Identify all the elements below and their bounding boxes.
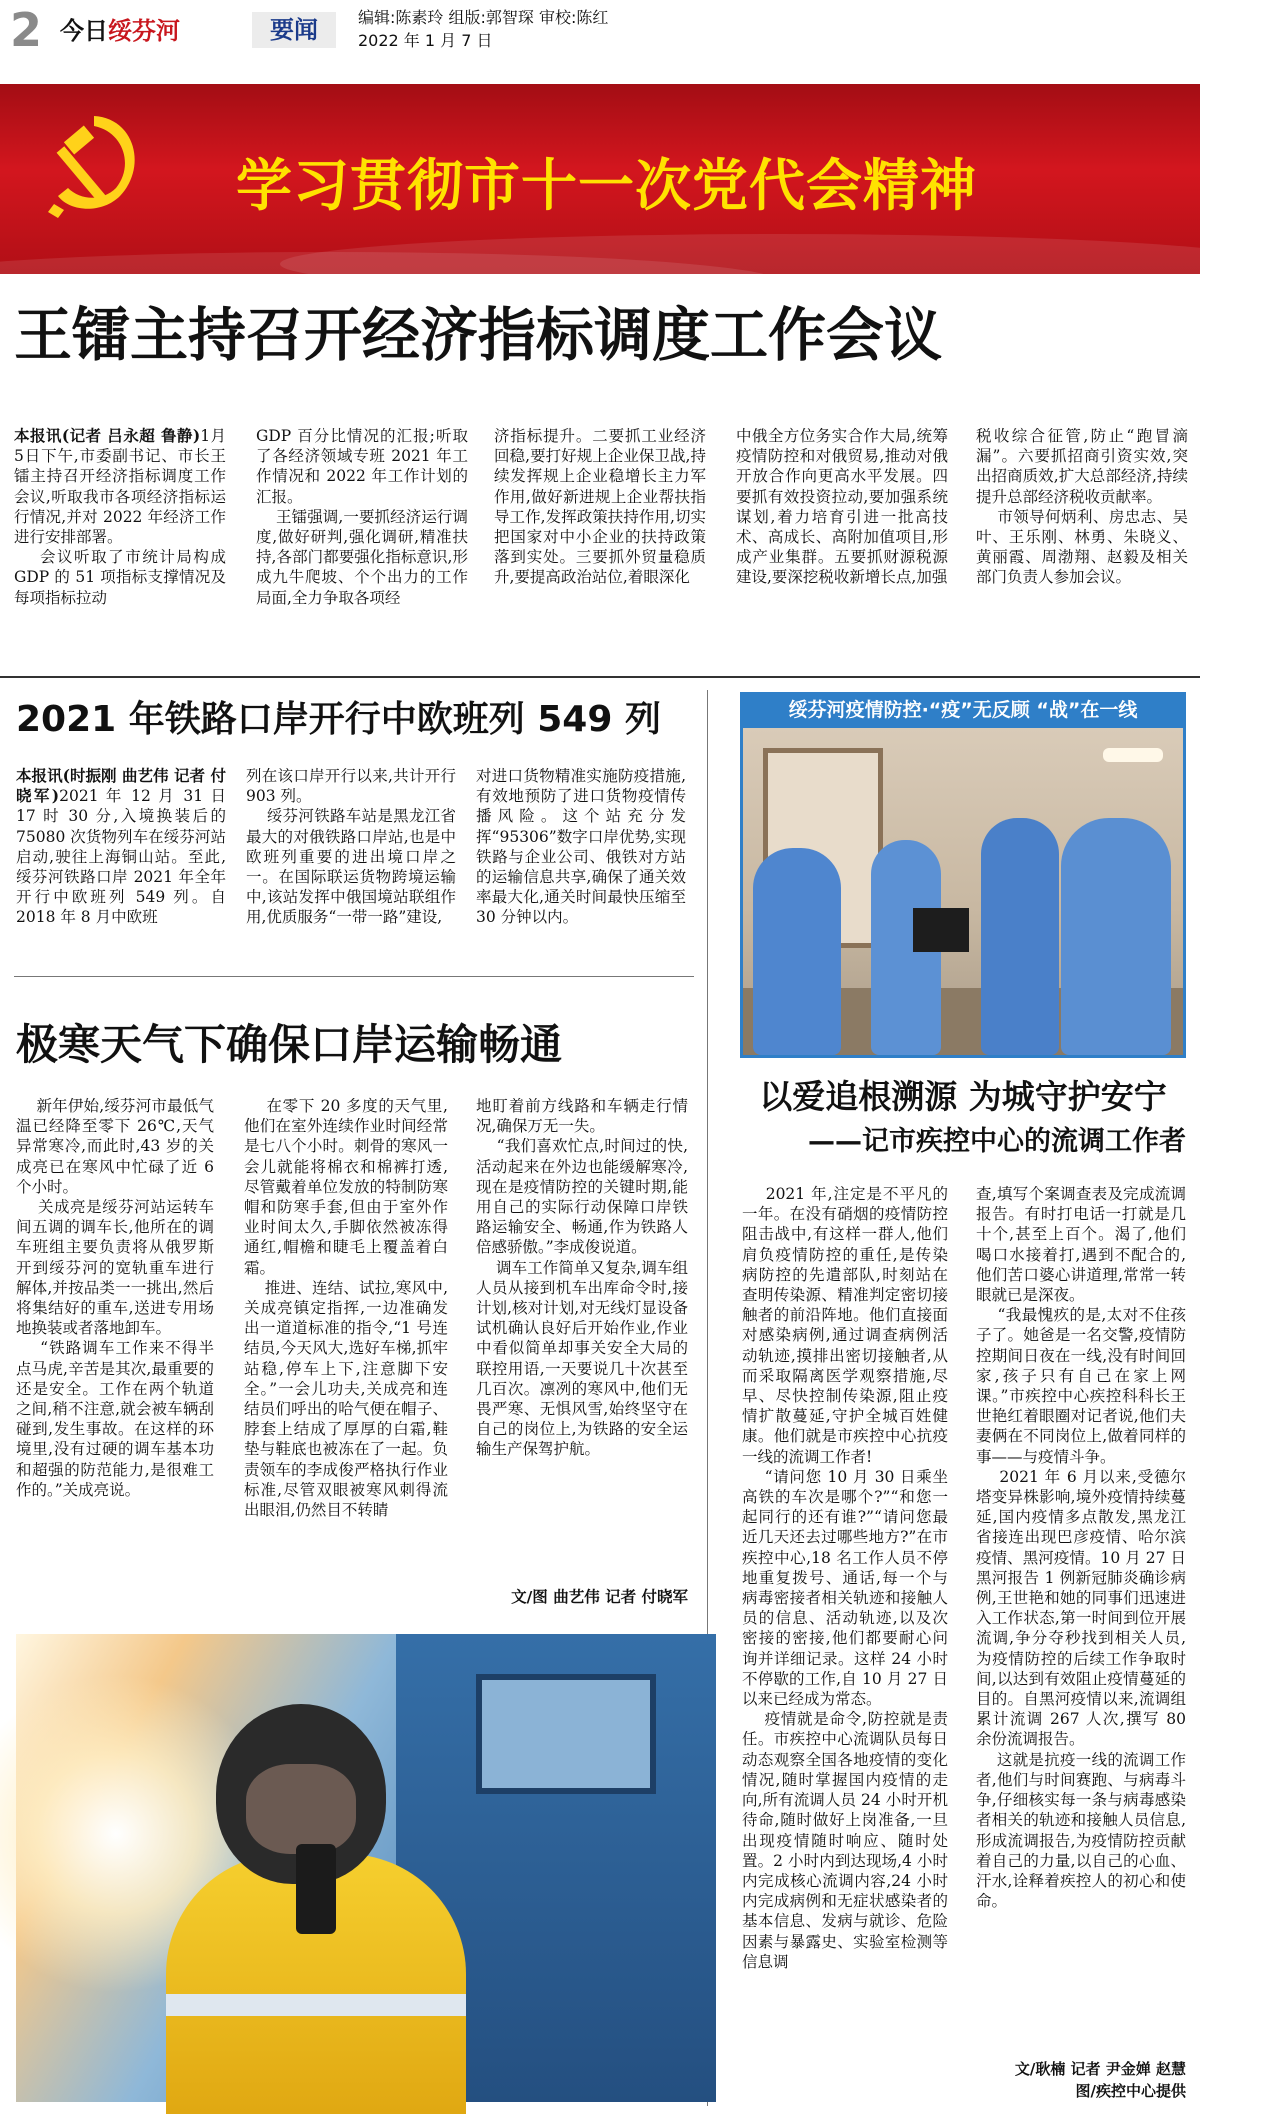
page-number: 2 xyxy=(10,3,43,57)
article4-col1: 2021 年,注定是不平凡的一年。在没有硝烟的疫情防控阻击战中,有这样一群人,他们肩负疫情防控的重任,是传染病防控的先遣部队,时刻站在查明传染源、精准判定密切接触者的前沿阵地。他们直接面对感染病例,通过调查病例活动轨迹,摸排出密切接触者,从而采取隔离医学观察措施,尽早、尽快控制传染源,阻止疫情扩散蔓延,守护全城百姓健康。他们就是市疾控中心抗疫一线的流调工作者! “请问您 10 月 30 日乘坐高铁的车次是哪个?”“和您一起同行的还有谁?”“请问您最近几天还去过哪些地方?”在市疾控中心,18 名工作人员不停地重复拨号、通话,每一个与病毒密接者相关轨迹和接触人员的信息、活动轨迹,以及次密接的密接,他们都要耐心问询并详细记录。这样 24 小时不停歇的工作,自 10 月 27 日以来已经成为常态。 疫情就是命令,防控就是责任。市疾控中心流调队员每日动态观察全国各地疫情的变化情况,随时掌握国内疫情的走向,所有流调人员 24 小时开机待命,随时做好上岗准备,一旦出现疫情随时响应、随时处置。2 小时内到达现场,4 小时内完成核心流调内容,24 小时内完成病例和无症状感染者的基本信息、发病与就诊、危险因素与暴露史、实验室检测等信息调 xyxy=(742,1185,948,1971)
banner-title: 学习贯彻市十一次党代会精神 xyxy=(236,154,977,219)
article3-col2: 在零下 20 多度的天气里,他们在室外连续作业时间经常是七八个小时。刺骨的寒风一会儿就能将棉衣和棉裤打透,尽管戴着单位发放的特制防寒帽和防寒手套,但由于室外作业时间太久,手脚依然被冻得通红,帽檐和睫毛上覆盖着白霜。 推进、连结、试拉,寒风中,关成亮镇定指挥,一边准确发出一道道标准的指令,“1 号连结员,今天风大,选好车梯,抓牢站稳,停车上下,注意脚下安全。”一会儿功夫,关成亮和连结员们呼出的哈气便在帽子、脖套上结成了厚厚的白霜,鞋垫与鞋底也被冻在了一起。负责领车的李成俊严格执行作业标准,尽管双眼被寒风刺得流出眼泪,仍然目不转睛 xyxy=(244,1097,448,1520)
article3-credit: 文/图 曲艺伟 记者 付晓军 xyxy=(511,1588,688,1606)
photo-worker-3 xyxy=(981,818,1059,1055)
article4-credit-text: 文/耿楠 记者 尹金婵 赵慧 xyxy=(1014,2060,1186,2078)
photo-folder xyxy=(913,908,969,952)
divider-article2 xyxy=(14,976,694,977)
article4-headline: 以爱追根溯源 为城守护安宁 xyxy=(759,1077,1167,1116)
article1-byline: 本报讯(记者 吕永超 鲁静) xyxy=(14,426,201,445)
article1-col3: 济指标提升。二要抓工业经济回稳,要打好规上企业保卫战,持续发挥规上企业稳增长主力军作用,做好新进规上企业帮扶指导工作,发挥政策扶持作用,切实把国家对中小企业的扶持政策落到实处。三要抓外贸量稳质升,要提高政治站位,着眼深化 xyxy=(494,427,706,587)
article4-credit-photo: 图/疾控中心提供 xyxy=(1075,2082,1186,2100)
article1-col5: 税收综合征管,防止“跑冒滴漏”。六要抓招商引资实效,突出招商质效,扩大总部经济,持续提升总部经济税收贡献率。 市领导何炳利、房忠志、吴叶、王乐刚、林勇、朱晓义、黄丽霞、周渤翔、赵毅及相关部门负责人参加会议。 xyxy=(976,427,1188,587)
article1-headline: 王镭主持召开经济指标调度工作会议 xyxy=(14,301,943,369)
paper-name-prefix: 今日 xyxy=(60,17,108,45)
photo-radio-icon xyxy=(296,1844,336,1934)
epidemic-photo-frame xyxy=(740,692,1186,1058)
party-banner xyxy=(0,84,1200,274)
article3-col3: 地盯着前方线路和车辆走行情况,确保万无一失。 “我们喜欢忙点,时间过的快,活动起来在外边也能缓解寒冷,现在是疫情防控的关键时期,能用自己的实际行动保障口岸铁路运输安全、畅通,作为铁路人倍感骄傲。”李成俊说道。 调车工作简单又复杂,调车组人员从接到机车出库命令时,接计划,核对计划,对无线灯显设备试机确认良好后开始作业,作业中看似简单却事关安全大局的联控用语,一天要说几十次甚至几百次。凛冽的寒风中,他们无畏严寒、无惧风雪,始终坚守在自己的岗位上,为铁路的安全运输生产保驾护航。 xyxy=(476,1097,688,1459)
photo-train-window xyxy=(476,1674,656,1794)
paper-name-city: 绥芬河 xyxy=(108,17,180,45)
epidemic-photo xyxy=(743,728,1183,1055)
article2-col2: 列在该口岸开行以来,共计开行 903 列。 绥芬河铁路车站是黑龙江省最大的对俄铁路口岸站,也是中欧班列重要的进出境口岸之一。在国际联运货物跨境运输中,该站发挥中俄国境站联组作用,优质服务“一带一路”建设, xyxy=(246,767,456,927)
section-label: 要闻 xyxy=(252,12,336,48)
article1-col1-text: 1月5日下午,市委副书记、市长王镭主持召开经济指标调度工作会议,听取我市各项经济指标运行情况,并对 2022 年经济工作进行安排部署。 会议听取了市统计局构成 GDP 的 51 项指标支撑情况及每项指标拉动 xyxy=(14,427,226,607)
hammer-sickle-icon xyxy=(36,104,156,224)
article2-headline: 2021 年铁路口岸开行中欧班列 549 列 xyxy=(16,699,661,740)
article2-col3: 对进口货物精准实施防疫措施,有效地预防了进口货物疫情传播风险。这个站充分发挥“95306”数字口岸优势,实现铁路与企业公司、俄铁对方站的运输信息共享,确保了通关效率最大化,通关时间最快压缩至 30 分钟以内。 xyxy=(476,767,691,927)
article3-headline: 极寒天气下确保口岸运输畅通 xyxy=(16,1020,563,1069)
photo-worker-4 xyxy=(1061,818,1171,1055)
article4-subheadline: ——记市疾控中心的流调工作者 xyxy=(808,1126,1186,1157)
article1-col1 xyxy=(14,426,226,648)
photo-lamp xyxy=(1103,748,1163,762)
railway-worker-photo xyxy=(16,1634,702,2102)
article2-byline: 本报讯(时振刚 曲艺伟 记者 付晓军) xyxy=(16,766,226,806)
photo-caption: 绥芬河疫情防控·“疫”无反顾 “战”在一线 xyxy=(788,699,1138,721)
editors-line: 编辑:陈素玲 组版:郭智琛 审校:陈红 xyxy=(358,8,609,27)
paper-name xyxy=(60,16,180,46)
photo-worker-stripe xyxy=(166,1994,466,2016)
photo-worker-face xyxy=(246,1764,356,1854)
article4-col2: 查,填写个案调查表及完成流调报告。有时打电话一打就是几十个,甚至上百个。渴了,他们喝口水接着打,遇到不配合的,他们苦口婆心讲道理,常常一转眼就已是深夜。 “我最愧疚的是,太对不住孩子了。她爸是一名交警,疫情防控期间日夜在一线,没有时间回家,孩子只有自己在家上网课。”市疾控中心疾控科科长王世艳红着眼圈对记者说,他们夫妻俩在不同岗位上,做着同样的事——与疫情斗争。 2021 年 6 月以来,受德尔塔变异株影响,境外疫情持续蔓延,国内疫情多点散发,黑龙江省接连出现巴彦疫情、哈尔滨疫情、黑河疫情。10 月 27 日黑河报告 1 例新冠肺炎确诊病例,王世艳和她的同事们迅速进入工作状态,第一时间到位开展流调,争分夺秒找到相关人员,为疫情防控的后续工作争取时间,以达到有效阻止疫情蔓延的目的。自黑河疫情以来,流调组累计流调 267 人次,撰写 80 余份流调报告。 这就是抗疫一线的流调工作者,他们与时间赛跑、与病毒斗争,仔细核实每一条与病毒感染者相关的轨迹和接触人员信息,形成流调报告,为疫情防控贡献着自己的力量,以自己的心血、汗水,诠释着疾控人的初心和使命。 xyxy=(976,1185,1186,1911)
issue-date: 2022 年 1 月 7 日 xyxy=(358,31,493,50)
article2-col1-text: 2021 年 12 月 31 日 17 时 30 分,入境换装后的 75080 次货物列车在绥芬河站启动,驶往上海铜山站。至此,绥芬河铁路口岸 2021 年全年开行中欧班列 549 列。自 2018 年 8 月中欧班 xyxy=(16,787,231,927)
article3-col1: 新年伊始,绥芬河市最低气温已经降至零下 26℃,天气异常寒冷,而此时,43 岁的关成亮已在寒风中忙碌了近 6 个小时。 关成亮是绥芬河站运转车间五调的调车长,他所在的调车班组主要负责将从俄罗斯开到绥芬河的宽轨重车进行解体,并按品类一一挑出,然后将集结好的重车,送进专用场地换装或者落地卸车。 “铁路调车工作来不得半点马虎,辛苦是其次,最重要的还是安全。工作在两个轨道之间,稍不注意,就会被车辆刮碰到,发生事故。在这样的环境里,没有过硬的调车基本功和超强的防范能力,是很难工作的。”关成亮说。 xyxy=(16,1097,214,1499)
article1-col4: 中俄全方位务实合作大局,统筹疫情防控和对俄贸易,推动对俄开放合作向更高水平发展。四要抓有效投资拉动,要加强系统谋划,着力培育引进一批高技术、高成长、高附加值项目,形成产业集群。五要抓财源税源建设,要深挖税收新增长点,加强 xyxy=(736,427,948,587)
article2-col1 xyxy=(16,766,231,956)
photo-worker-1 xyxy=(753,848,841,1055)
article1-col2: GDP 百分比情况的汇报;听取了各经济领域专班 2021 年工作情况和 2022 年工作计划的汇报。 王镭强调,一要抓经济运行调度,做好研判,强化调研,精准扶持,各部门都要强化指标意识,形成九牛爬坡、个个出力的工作局面,全力争取各项经 xyxy=(256,427,468,607)
divider-article1 xyxy=(0,676,1200,678)
